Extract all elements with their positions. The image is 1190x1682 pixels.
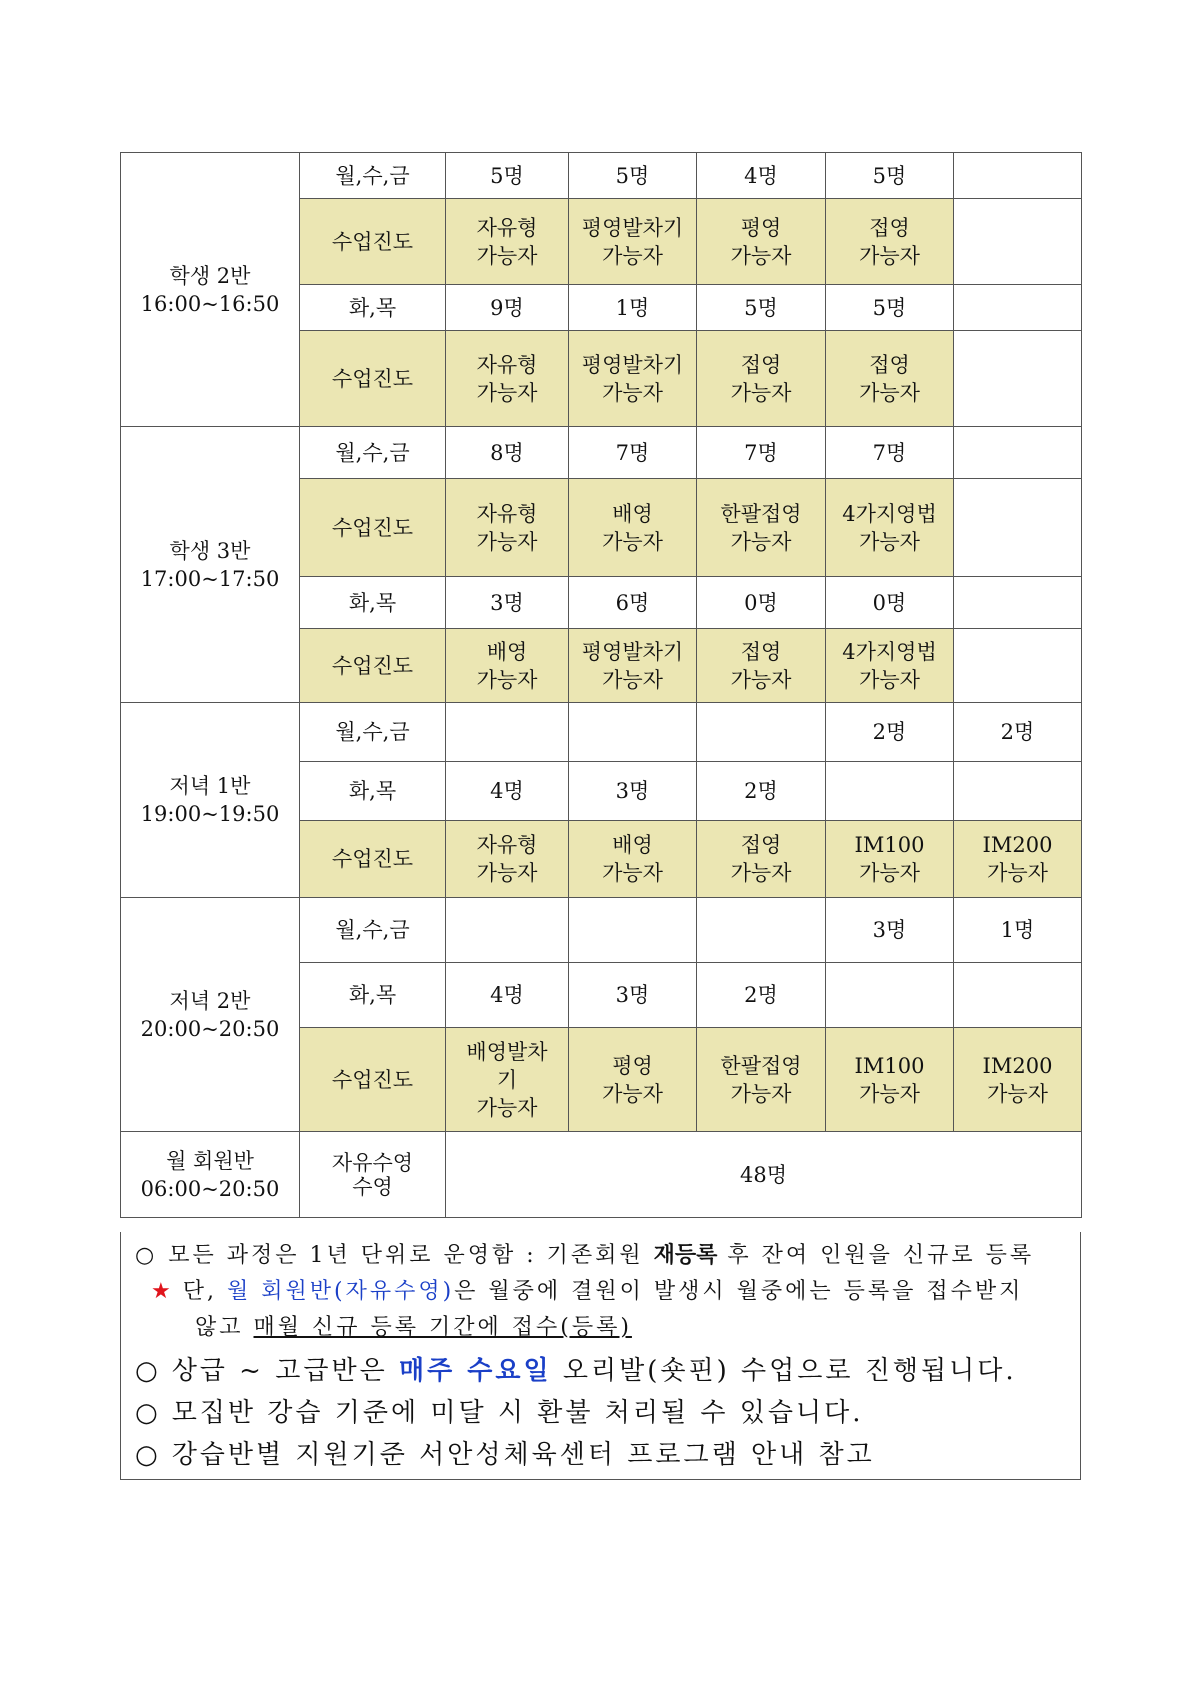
class-time: 20:00~20:50	[140, 1016, 280, 1041]
count-cell	[826, 963, 954, 1028]
monthly-group-cell	[121, 1132, 300, 1218]
progress-cell: IM200 가능자	[954, 1028, 1082, 1132]
progress-cell: IM200 가능자	[954, 821, 1082, 898]
count-cell: 8명	[446, 427, 569, 479]
progress-cell	[954, 331, 1082, 427]
schedule-body	[121, 153, 1082, 1218]
progress-label: 수업진도	[300, 479, 446, 577]
progress-cell	[954, 199, 1082, 285]
monthly-type: 자유수영 수영	[300, 1132, 446, 1218]
count-cell: 2명	[697, 963, 826, 1028]
count-cell	[569, 898, 697, 963]
progress-cell: 평영발차기 가능자	[569, 199, 697, 285]
class-group-cell	[121, 153, 300, 427]
class-time: 16:00~16:50	[140, 291, 280, 316]
progress-cell: 평영발차기 가능자	[569, 629, 697, 703]
note-refund	[135, 1392, 864, 1429]
progress-cell: 자유형 가능자	[446, 479, 569, 577]
note-fins	[135, 1350, 1017, 1387]
count-cell	[954, 762, 1082, 821]
class-time: 17:00~17:50	[140, 566, 280, 591]
note-highlight: 매주 수요일	[398, 1356, 552, 1386]
table-row	[121, 427, 1082, 479]
count-cell	[697, 898, 826, 963]
day-label: 월,수,금	[300, 427, 446, 479]
note-reference	[135, 1434, 875, 1471]
day-label: 화,목	[300, 963, 446, 1028]
count-cell: 2명	[826, 703, 954, 762]
note-text: 모든 과정은 1년 단위로 운영함 : 기존회원	[168, 1243, 654, 1268]
count-cell	[446, 898, 569, 963]
progress-cell: 배영 가능자	[446, 629, 569, 703]
class-name: 학생 3반	[169, 538, 251, 563]
progress-cell: 배영 가능자	[569, 821, 697, 898]
progress-cell: 자유형 가능자	[446, 821, 569, 898]
progress-cell: 접영 가능자	[697, 821, 826, 898]
schedule-table	[120, 152, 1082, 1218]
note-text: 모집반 강습 기준에 미달 시 환불 처리될 수 있습니다.	[171, 1398, 864, 1428]
class-time: 19:00~19:50	[140, 802, 280, 826]
count-cell: 7명	[569, 427, 697, 479]
note-text: 강습반별 지원기준 서안성체육센터 프로그램 안내 참고	[171, 1440, 875, 1470]
progress-cell	[954, 629, 1082, 703]
count-cell	[954, 577, 1082, 629]
note-text: 않고	[195, 1315, 254, 1340]
count-cell: 4명	[446, 762, 569, 821]
progress-cell: 한팔접영 가능자	[697, 1028, 826, 1132]
note-text: 단,	[182, 1279, 227, 1304]
progress-cell: 접영 가능자	[697, 331, 826, 427]
count-cell: 0명	[826, 577, 954, 629]
bullet-icon: ○	[135, 1243, 155, 1268]
table-row	[121, 898, 1082, 963]
class-group-cell	[121, 427, 300, 703]
class-group-cell	[121, 703, 300, 898]
progress-cell: 4가지영법 가능자	[826, 479, 954, 577]
day-label: 화,목	[300, 285, 446, 331]
progress-cell: 평영 가능자	[697, 199, 826, 285]
progress-cell	[954, 479, 1082, 577]
note-monthly	[135, 1274, 1023, 1305]
count-cell: 3명	[569, 762, 697, 821]
progress-label: 수업진도	[300, 199, 446, 285]
note-monthly-cont	[195, 1310, 632, 1341]
class-name: 월 회원반	[166, 1148, 254, 1173]
count-cell: 7명	[826, 427, 954, 479]
note-underlined: 매월 신규 등록 기간에 접수(등록)	[253, 1315, 632, 1340]
count-cell	[954, 963, 1082, 1028]
count-cell: 5명	[446, 153, 569, 199]
class-name: 학생 2반	[169, 263, 251, 288]
count-cell	[954, 427, 1082, 479]
note-registration	[135, 1238, 1034, 1269]
monthly-row	[121, 1132, 1082, 1218]
count-cell: 2명	[697, 762, 826, 821]
count-cell	[954, 285, 1082, 331]
progress-cell: IM100 가능자	[826, 821, 954, 898]
note-text: 상급 ~ 고급반은	[171, 1356, 399, 1386]
count-cell	[826, 762, 954, 821]
note-highlight: 월 회원반(자유수영)	[226, 1279, 455, 1304]
count-cell: 5명	[826, 153, 954, 199]
progress-cell: 자유형 가능자	[446, 331, 569, 427]
count-cell: 1명	[569, 285, 697, 331]
day-label: 화,목	[300, 762, 446, 821]
bullet-icon: ○	[135, 1398, 158, 1428]
progress-cell: 배영 가능자	[569, 479, 697, 577]
progress-label: 수업진도	[300, 1028, 446, 1132]
star-icon: ★	[151, 1279, 171, 1304]
count-cell	[954, 153, 1082, 199]
count-cell: 6명	[569, 577, 697, 629]
count-cell: 0명	[697, 577, 826, 629]
class-time: 06:00~20:50	[140, 1176, 280, 1201]
day-label: 월,수,금	[300, 703, 446, 762]
progress-label: 수업진도	[300, 629, 446, 703]
progress-cell: 4가지영법 가능자	[826, 629, 954, 703]
day-label: 월,수,금	[300, 898, 446, 963]
count-cell: 3명	[569, 963, 697, 1028]
count-cell: 5명	[826, 285, 954, 331]
progress-cell: 접영 가능자	[826, 199, 954, 285]
bullet-icon: ○	[135, 1440, 158, 1470]
count-cell	[697, 703, 826, 762]
count-cell: 7명	[697, 427, 826, 479]
progress-cell: 평영 가능자	[569, 1028, 697, 1132]
count-cell: 3명	[446, 577, 569, 629]
note-text: 오리발(숏핀) 수업으로 진행됩니다.	[551, 1356, 1017, 1386]
progress-cell: 접영 가능자	[697, 629, 826, 703]
note-emphasis: 재등록	[653, 1242, 718, 1268]
progress-cell: IM100 가능자	[826, 1028, 954, 1132]
progress-label: 수업진도	[300, 331, 446, 427]
class-group-cell	[121, 898, 300, 1132]
count-cell	[446, 703, 569, 762]
table-row	[121, 153, 1082, 199]
day-label: 화,목	[300, 577, 446, 629]
day-label: 월,수,금	[300, 153, 446, 199]
note-text: 은 월중에 결원이 발생시 월중에는 등록을 접수받지	[454, 1279, 1024, 1304]
progress-cell: 평영발차기 가능자	[569, 331, 697, 427]
count-cell: 4명	[697, 153, 826, 199]
count-cell: 5명	[697, 285, 826, 331]
count-cell	[569, 703, 697, 762]
count-cell: 2명	[954, 703, 1082, 762]
notes-box	[120, 1232, 1081, 1480]
progress-cell: 접영 가능자	[826, 331, 954, 427]
count-cell: 5명	[569, 153, 697, 199]
progress-label: 수업진도	[300, 821, 446, 898]
progress-cell: 한팔접영 가능자	[697, 479, 826, 577]
count-cell: 3명	[826, 898, 954, 963]
class-name: 저녁 1반	[169, 774, 251, 798]
count-cell: 1명	[954, 898, 1082, 963]
bullet-icon: ○	[135, 1356, 158, 1386]
monthly-count: 48명	[446, 1132, 1082, 1218]
table-row	[121, 703, 1082, 762]
class-name: 저녁 2반	[169, 988, 251, 1013]
count-cell: 9명	[446, 285, 569, 331]
count-cell: 4명	[446, 963, 569, 1028]
progress-cell: 자유형 가능자	[446, 199, 569, 285]
progress-cell: 배영발차 기 가능자	[446, 1028, 569, 1132]
note-text: 후 잔여 인원을 신규로 등록	[717, 1243, 1035, 1268]
